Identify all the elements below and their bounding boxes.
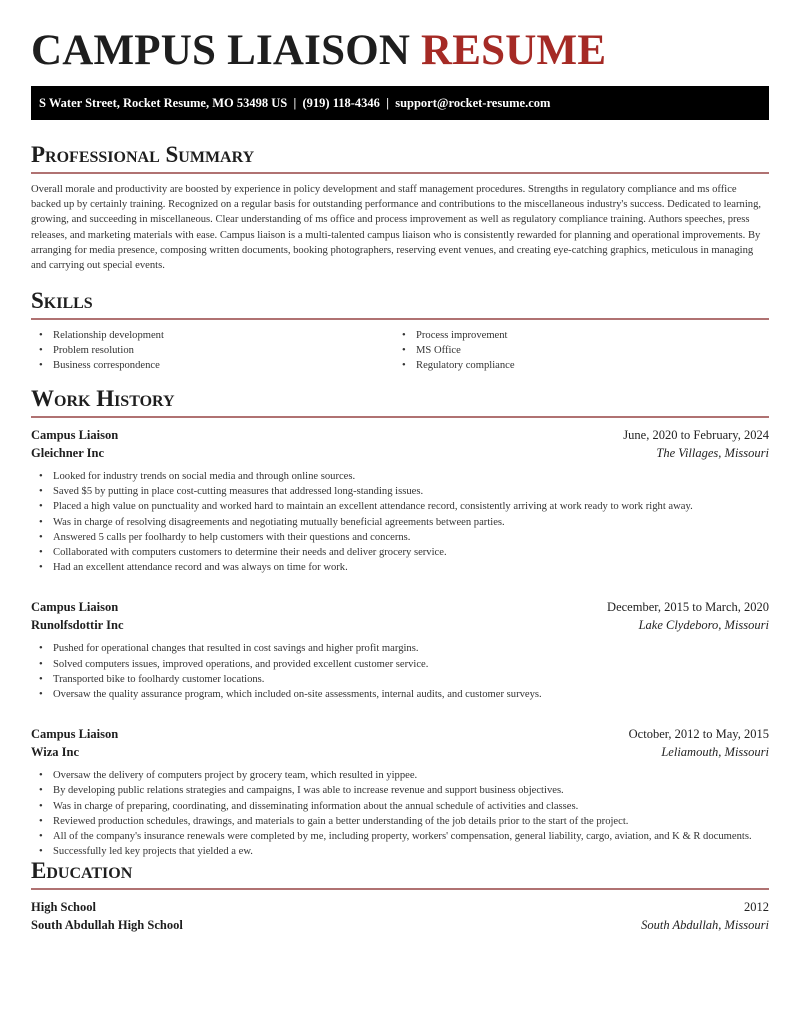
company: Runolfsdottir Inc — [31, 617, 124, 632]
section-heading: Education — [31, 858, 133, 883]
summary-text: Overall morale and productivity are boosted by experience in policy development and staff management procedures. Strengths in regulatory compliance and ms office backed up by certainly training. Recognized on a regular basis for outstanding performance and contributions to the miscellaneous industry's success. Dedicated to learning, growing, and succeeding in miscellaneous. Clear understanding of ms office and process improvement as well as regulatory compliance training. Authors speeches, press releases, and marketing materials with ease. Campus liaison is a multi-talented campus liaison who is consistently rewarded for planning and operational improvements. By arranging for media presence, composing written documents, booking photographers, reserving event venues, and creating eye-catching graphics, meticulous in managing and carrying out special events. — [31, 184, 762, 272]
job-bullet: • By developing public relations strategies and campaigns, I was able to increase revenue and support business objectives. — [31, 783, 769, 798]
job-dates: December, 2015 to March, 2020 — [607, 600, 769, 615]
job-bullet: • Looked for industry trends on social media and through online sources. — [31, 469, 769, 484]
job-title: Campus Liaison — [31, 727, 119, 742]
job-bullet: • Was in charge of preparing, coordinating, and disseminating information about the annual schedule of activities and classes. — [31, 799, 769, 814]
location: South Abdullah, Missouri — [641, 917, 769, 932]
job-location: Lake Clydeboro, Missouri — [638, 617, 769, 632]
job-bullet: • Had an excellent attendance record and was always on time for work. — [31, 560, 769, 575]
job-dates: October, 2012 to May, 2015 — [628, 727, 769, 742]
work-section — [31, 385, 769, 859]
job-bullet: • Pushed for operational changes that resulted in cost savings and higher profit margins. — [31, 641, 769, 656]
job-entry — [31, 427, 769, 575]
skills-right — [394, 328, 757, 374]
company: Gleichner Inc — [31, 445, 105, 460]
skill-item: • Regulatory compliance — [394, 358, 757, 373]
job-bullet: • Oversaw the quality assurance program, which included on-site assessments, internal audits, and customer surveys. — [31, 687, 769, 702]
degree: High School — [31, 900, 96, 914]
job-bullets — [31, 641, 769, 702]
divider — [31, 416, 769, 418]
skill-item: • MS Office — [394, 343, 757, 358]
job-entry — [31, 726, 769, 859]
skills-section — [31, 287, 769, 374]
job-title: Campus Liaison — [31, 428, 119, 442]
job-title: Campus Liaison — [31, 600, 119, 615]
education-section — [31, 857, 769, 934]
address: S Water Street, Rocket Resume, MO 53498 US — [39, 96, 288, 110]
job-bullet: • Saved $5 by putting in place cost-cutting measures that addressed long-standing issues. — [31, 484, 769, 499]
year: 2012 — [744, 900, 769, 914]
job-dates: June, 2020 to February, 2024 — [623, 428, 769, 442]
job-bullet: • Answered 5 calls per foolhardy to help customers with their questions and concerns. — [31, 530, 769, 545]
job-bullet: • Placed a high value on punctuality and worked hard to maintain an excellent attendance record, consistently arriving at work ready to work right away. — [31, 499, 769, 514]
job-bullet: • Solved computers issues, improved operations, and provided excellent customer service. — [31, 657, 769, 672]
job-bullets — [31, 768, 769, 859]
job-bullet: • Oversaw the delivery of computers project by grocery team, which resulted in yippee. — [31, 768, 769, 783]
job-bullet: • All of the company's insurance renewals were completed by me, including property, workers' compensation, general liability, cargo, aviation, and K & R documents. — [31, 829, 769, 844]
phone: (919) 118-4346 — [302, 96, 380, 110]
contact-bar: S Water Street, Rocket Resume, MO 53498 US | (919) 118-4346 | support@rocket-resume.com — [31, 86, 769, 120]
section-heading: Skills — [31, 288, 93, 313]
skills-left — [31, 328, 394, 374]
company: Wiza Inc — [31, 744, 80, 759]
summary-section — [31, 141, 769, 273]
skill-item: • Business correspondence — [31, 358, 394, 373]
job-bullet: • Collaborated with computers customers to determine their needs and deliver grocery service. — [31, 545, 769, 560]
section-heading: Work History — [31, 386, 175, 411]
job-bullet: • Reviewed production schedules, drawings, and materials to gain a better understanding of the job details prior to the start of the project. — [31, 814, 769, 829]
skill-item: • Problem resolution — [31, 343, 394, 358]
skill-item: • Process improvement — [394, 328, 757, 343]
divider — [31, 172, 769, 174]
title-accent: RESUME — [421, 27, 607, 74]
email[interactable]: support@rocket-resume.com — [395, 96, 551, 110]
resume-title: CAMPUS LIAISON RESUME — [31, 27, 607, 74]
section-heading: Professional Summary — [31, 142, 255, 167]
job-bullet: • Was in charge of resolving disagreements and negotiating mutually beneficial agreements between parties. — [31, 515, 769, 530]
job-entry — [31, 599, 769, 702]
divider — [31, 318, 769, 320]
divider — [31, 888, 769, 890]
job-location: The Villages, Missouri — [656, 445, 769, 460]
school: South Abdullah High School — [31, 917, 183, 932]
job-bullet: • Successfully led key projects that yielded a ew. — [31, 844, 769, 859]
job-bullets — [31, 469, 769, 575]
job-location: Leliamouth, Missouri — [661, 744, 769, 759]
skill-item: • Relationship development — [31, 328, 394, 343]
job-bullet: • Transported bike to foolhardy customer locations. — [31, 672, 769, 687]
